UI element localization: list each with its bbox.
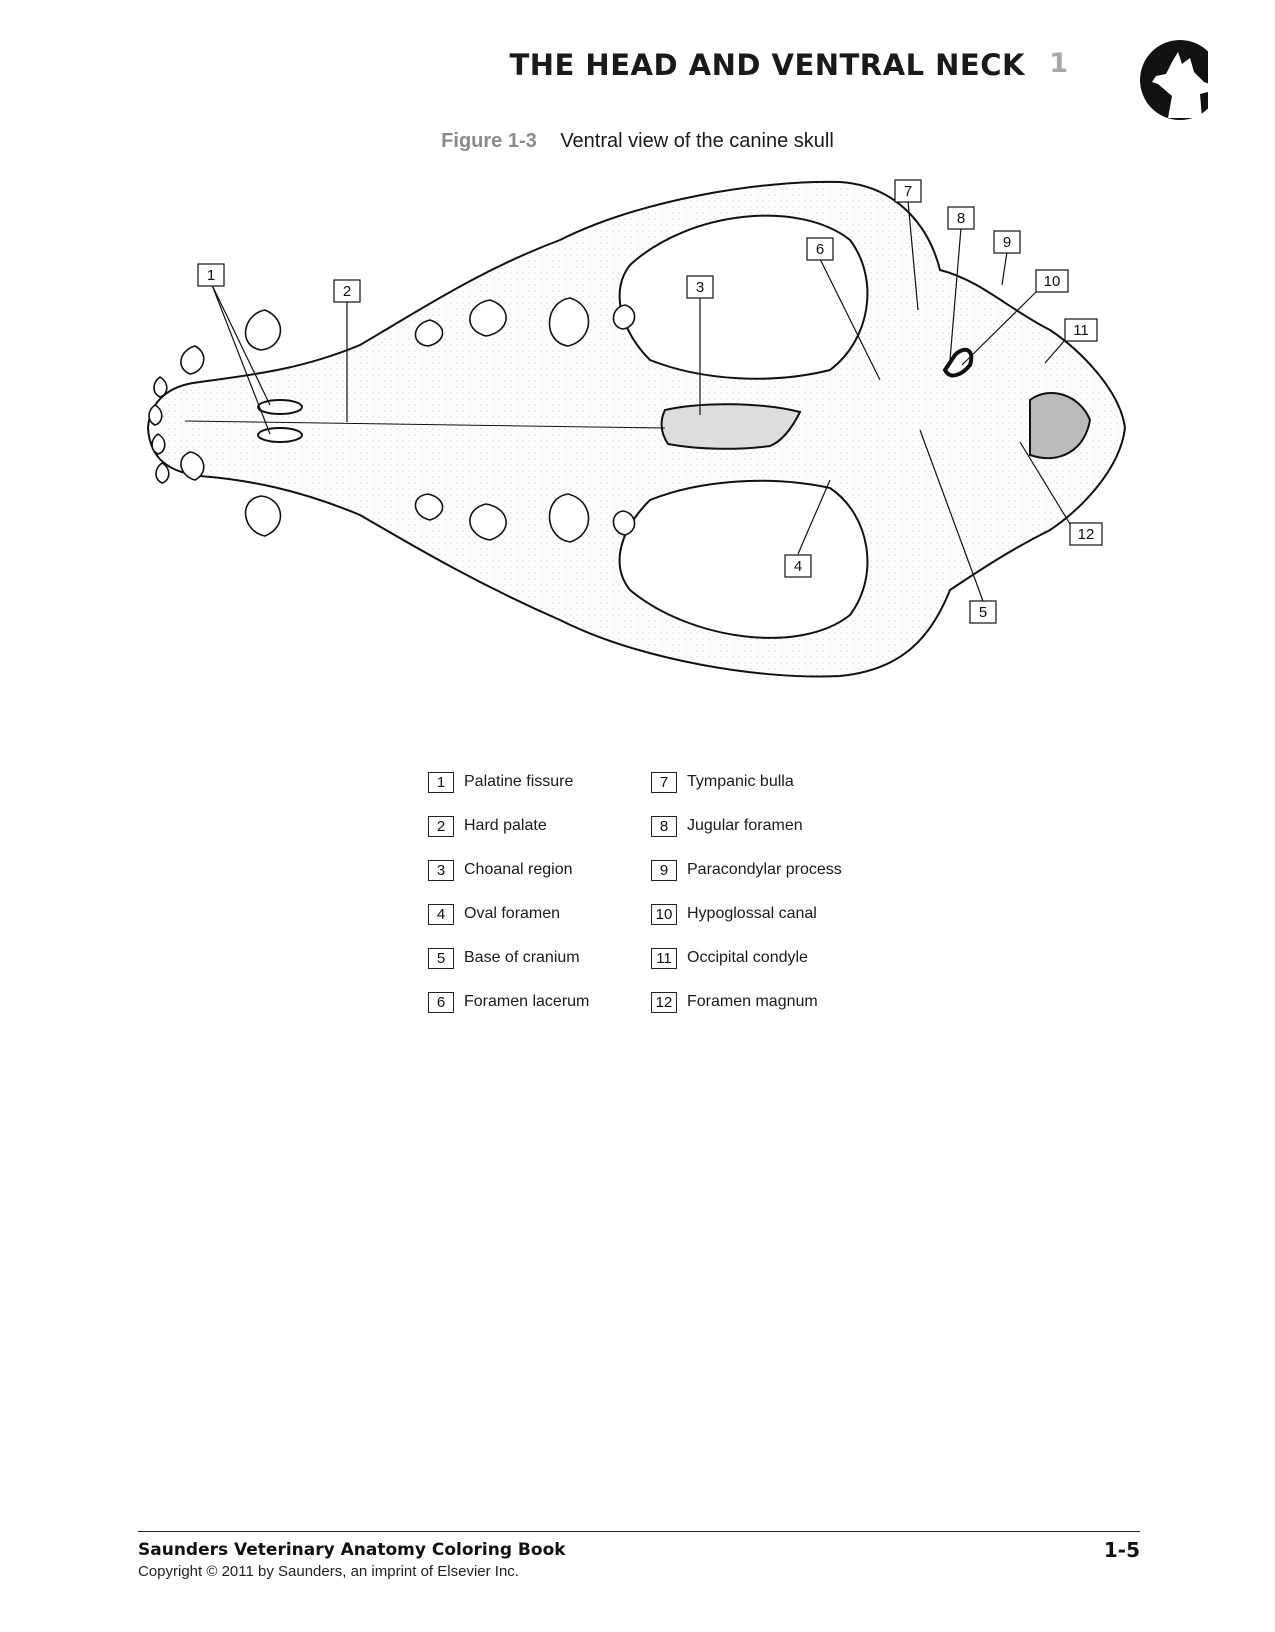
callout-label-1: 1 xyxy=(206,267,216,284)
legend-item xyxy=(651,760,881,804)
legend-number: 7 xyxy=(651,772,677,793)
legend-item xyxy=(428,848,658,892)
legend-number: 6 xyxy=(428,992,454,1013)
callout-label-11: 11 xyxy=(1073,322,1089,339)
callout-label-3: 3 xyxy=(695,279,705,296)
figure-label: Figure 1-3 xyxy=(441,130,537,152)
legend-label: Hard palate xyxy=(464,817,547,834)
figure-caption xyxy=(0,130,1275,153)
legend-label: Oval foramen xyxy=(464,905,561,922)
footer-book-title: Saunders Veterinary Anatomy Coloring Book xyxy=(138,1540,566,1560)
legend-item xyxy=(651,936,881,980)
callout-label-9: 9 xyxy=(1002,234,1012,251)
legend-label: Tympanic bulla xyxy=(687,773,794,790)
legend-item xyxy=(428,892,658,936)
legend-label: Choanal region xyxy=(464,861,573,878)
footer-copyright: Copyright © 2011 by Saunders, an imprint of Elsevier Inc. xyxy=(138,1563,519,1580)
callout-9 xyxy=(994,231,1020,285)
legend-number: 2 xyxy=(428,816,454,837)
footer-divider xyxy=(138,1531,1140,1532)
legend-label: Paracondylar process xyxy=(687,861,842,878)
legend-label: Palatine fissure xyxy=(464,773,574,790)
callout-label-4: 4 xyxy=(793,558,803,575)
callout-label-5: 5 xyxy=(978,604,988,621)
callout-label-10: 10 xyxy=(1043,273,1061,290)
legend-number: 3 xyxy=(428,860,454,881)
legend-number: 8 xyxy=(651,816,677,837)
legend-label: Jugular foramen xyxy=(687,817,803,834)
legend-item xyxy=(428,804,658,848)
legend-number: 12 xyxy=(651,992,677,1013)
legend-number: 4 xyxy=(428,904,454,925)
callout-label-7: 7 xyxy=(903,183,913,200)
legend-label: Base of cranium xyxy=(464,949,580,966)
legend-item xyxy=(428,760,658,804)
legend-label: Foramen lacerum xyxy=(464,993,590,1010)
footer-page-number: 1-5 xyxy=(1103,1538,1140,1562)
callout-label-6: 6 xyxy=(815,241,825,258)
legend-label: Occipital condyle xyxy=(687,949,808,966)
callout-label-8: 8 xyxy=(956,210,966,227)
legend-number: 1 xyxy=(428,772,454,793)
legend-item xyxy=(651,980,881,1024)
chapter-title: THE HEAD AND VENTRAL NECK xyxy=(509,48,1025,82)
legend-label: Hypoglossal canal xyxy=(687,905,817,922)
canine-skull-illustration xyxy=(0,170,1275,730)
legend-label: Foramen magnum xyxy=(687,993,818,1010)
callout-label-12: 12 xyxy=(1077,526,1095,543)
legend-item xyxy=(428,936,658,980)
legend-item xyxy=(428,980,658,1024)
legend-item xyxy=(651,848,881,892)
canine-head-silhouette-icon xyxy=(1138,38,1222,122)
legend-number: 5 xyxy=(428,948,454,969)
figure-title: Ventral view of the canine skull xyxy=(560,130,834,152)
legend-number: 11 xyxy=(651,948,677,969)
legend-column-right xyxy=(651,760,881,1024)
legend-column-left xyxy=(428,760,658,1024)
chapter-number: 1 xyxy=(1049,48,1068,79)
callout-label-2: 2 xyxy=(342,283,352,300)
legend-item xyxy=(651,892,881,936)
legend-item xyxy=(651,804,881,848)
legend-number: 9 xyxy=(651,860,677,881)
legend-number: 10 xyxy=(651,904,677,925)
chapter-header xyxy=(440,44,1160,94)
figure-legend xyxy=(428,760,888,1020)
